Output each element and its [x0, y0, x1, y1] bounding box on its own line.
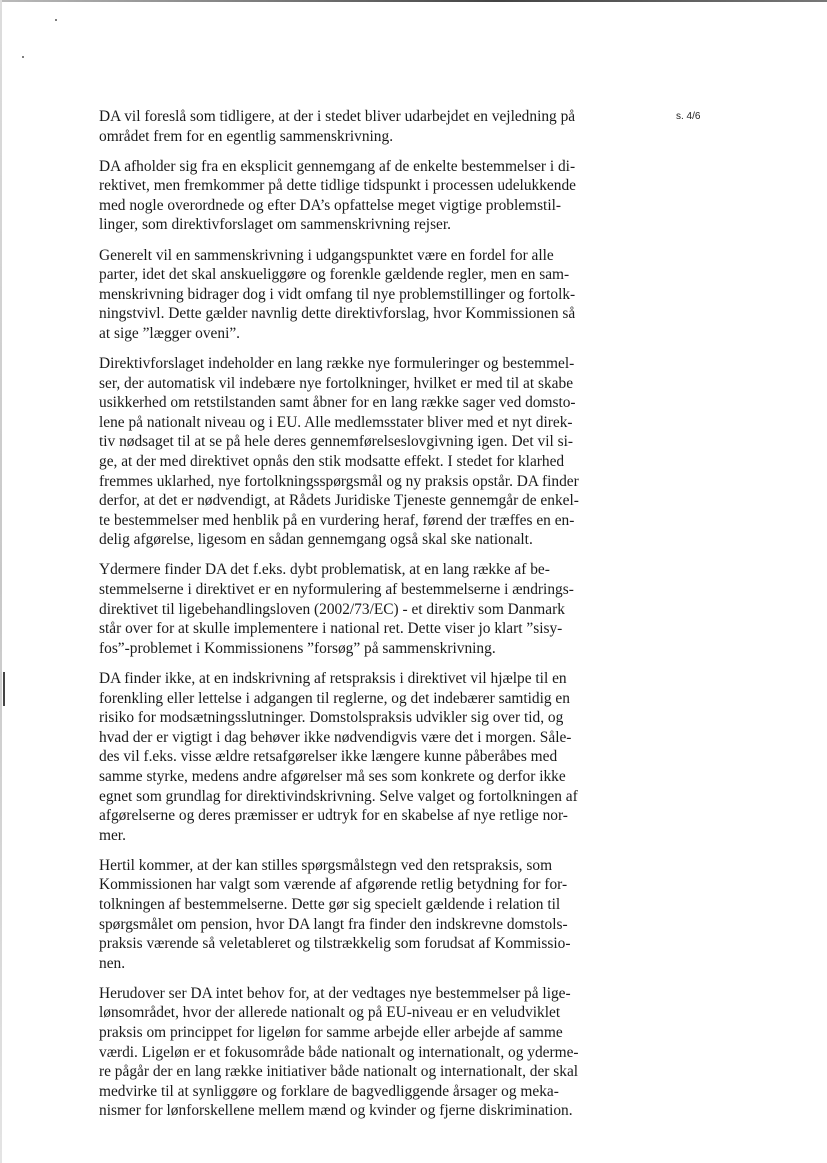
scan-margin-mark — [3, 672, 5, 706]
scan-speck — [22, 56, 24, 58]
text-line: tiv nødsaget til at se på hele deres gennemførelseslovgivning igen. Det vil si- — [99, 433, 573, 451]
paragraph — [99, 157, 619, 235]
scan-speck — [55, 19, 57, 21]
text-line: stemmelserne i direktivet er en nyformulering af bestemmelserne i ændrings- — [99, 581, 574, 599]
paragraph — [99, 984, 619, 1121]
text-line: delig afgørelse, ligesom en sådan gennemgang også skal ske nationalt. — [99, 531, 533, 549]
text-line: risiko for modsætningsslutninger. Domstolspraksis udvikler sig over tid, og — [99, 709, 564, 727]
text-line: lene på nationalt niveau og i EU. Alle medlemsstater bliver med et nyt direk- — [99, 413, 573, 431]
text-line: med nogle overordnede og efter DA’s opfattelse meget vigtige problemstil- — [99, 196, 562, 214]
text-line: te bestemmelser med henblik på en vurdering heraf, førend der træffes en en- — [99, 511, 575, 529]
text-line: står over for at skulle implementere i national ret. Dette viser jo klart ”sisy- — [99, 620, 563, 638]
scan-edge-left — [0, 0, 2, 1163]
paragraph — [99, 669, 619, 845]
text-line: afgørelserne og deres præmisser er udtryk for en skabelse af nye retlige nor- — [99, 807, 568, 825]
text-line: tolkningen af bestemmelserne. Dette gør sig specielt gældende i relation til — [99, 895, 561, 913]
text-line: medvirke til at synliggøre og forklare de bagvedliggende årsager og meka- — [99, 1082, 559, 1100]
text-line: linger, som direktivforslaget om sammenskrivning rejser. — [99, 216, 452, 234]
paragraph — [99, 560, 619, 658]
text-line: DA finder ikke, at en indskrivning af retspraksis i direktivet vil hjælpe til en — [99, 669, 567, 687]
text-line: samme styrke, medens andre afgørelser må ses som konkrete og derfor ikke — [99, 767, 566, 785]
text-line: DA afholder sig fra en eksplicit gennemgang af de enkelte bestemmelser i di- — [99, 157, 576, 175]
text-line: Ydermere finder DA det f.eks. dybt problematisk, at en lang række af be- — [99, 561, 550, 579]
text-line: rektivet, men fremkommer på dette tidlige tidspunkt i processen udelukkende — [99, 177, 576, 195]
text-line: nismer for lønforskellene mellem mænd og kvinder og fjerne diskrimination. — [99, 1102, 573, 1120]
page-number: s. 4/6 — [676, 111, 701, 122]
scan-edge-top — [0, 0, 827, 2]
document-body — [99, 107, 619, 1132]
text-line: lønsområdet, hvor der allerede nationalt og på EU-niveau er en veludviklet — [99, 1004, 561, 1022]
text-line: at sige ”lægger oveni”. — [99, 324, 241, 342]
text-line: Kommissionen har valgt som værende af afgørende retlig betydning for for- — [99, 876, 568, 894]
text-line: parter, idet det skal anskueliggøre og forenkle gældende regler, men en sam- — [99, 266, 570, 284]
text-line: re pågår der en lang række initiativer både nationalt og internationalt, der skal — [99, 1063, 579, 1081]
text-line: menskrivning bidrager dog i vidt omfang til nye problemstillinger og fortolk- — [99, 285, 576, 303]
text-line: forenkling eller lettelse i adgangen til reglerne, og det indebærer samtidig en — [99, 689, 570, 707]
text-line: Generelt vil en sammenskrivning i udgangspunktet være en fordel for alle — [99, 246, 554, 264]
text-line: Direktivforslaget indeholder en lang række nye formuleringer og bestemmel- — [99, 355, 575, 373]
text-line: spørgsmålet om pension, hvor DA langt fra finder den indskrevne domstols- — [99, 915, 568, 933]
text-line: ge, at der med direktivet opnås den stik modsatte effekt. I stedet for klarhed — [99, 453, 565, 470]
text-line: fos”-problemet i Kommissionens ”forsøg” på sammenskrivning. — [99, 639, 496, 657]
paragraph — [99, 107, 619, 146]
text-line: direktivet til ligebehandlingsloven (2002/73/EC) - et direktiv som Danmark — [99, 600, 565, 618]
text-line: usikkerhed om retstilstanden samt åbner for en lang række sager ved domsto- — [99, 394, 576, 412]
text-line: Herudover ser DA intet behov for, at der vedtages nye bestemmelser på lige- — [99, 984, 571, 1002]
text-line: egnet som grundlag for direktivindskrivning. Selve valget og fortolkningen af — [99, 787, 578, 805]
text-line: derfor, at det er nødvendigt, at Rådets Juridiske Tjeneste gennemgår de enkel- — [99, 492, 579, 510]
text-line: DA vil foreslå som tidligere, at der i stedet bliver udarbejdet en vejledning på — [99, 108, 576, 125]
text-line: ser, der automatisk vil indebære nye fortolkninger, hvilket er med til at skabe — [99, 374, 574, 392]
paragraph — [99, 246, 619, 344]
paragraph — [99, 354, 619, 550]
text-line: fremmes uklarhed, nye fortolkningsspørgsmål og ny praksis opstår. DA finder — [99, 472, 579, 490]
text-line: ningstvivl. Dette gælder navnlig dette direktivforslag, hvor Kommissionen så — [99, 305, 576, 323]
text-line: hvad der er vigtigt i dag behøver ikke nødvendigvis være det i morgen. Såle- — [99, 728, 572, 746]
text-line: værdi. Ligeløn er et fokusområde både nationalt og internationalt, og yderme- — [99, 1043, 579, 1061]
text-line: området frem for en egentlig sammenskrivning. — [99, 127, 394, 145]
text-line: nen. — [99, 954, 126, 972]
text-line: mer. — [99, 826, 126, 844]
text-line: praksis værende så veletableret og tilstrækkelig som forudsat af Kommissio- — [99, 935, 571, 953]
paragraph — [99, 856, 619, 974]
text-line: Hertil kommer, at der kan stilles spørgsmålstegn ved den retspraksis, som — [99, 856, 553, 874]
text-line: praksis om princippet for ligeløn for samme arbejde eller arbejde af samme — [99, 1024, 563, 1042]
text-line: des vil f.eks. visse ældre retsafgørelser ikke længere kunne påberåbes med — [99, 748, 558, 766]
